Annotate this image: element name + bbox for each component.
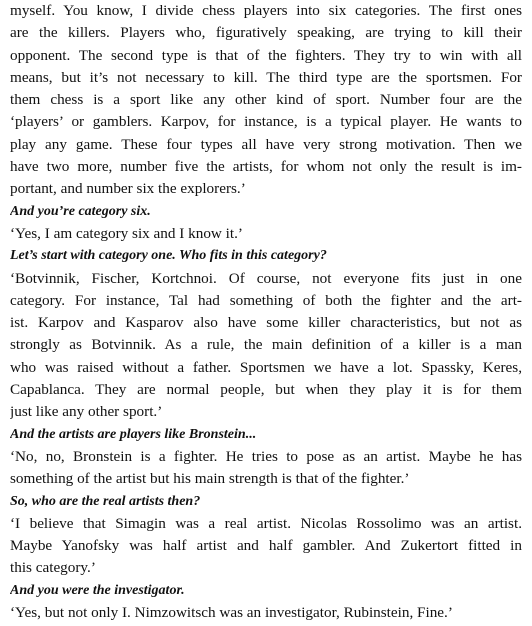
text-line: ‘players’ or gamblers. Karpov, for instance, is a typical player. He wants to xyxy=(10,113,522,131)
text-line: are the killers. Players who, figuratively speaking, are trying to kill their xyxy=(10,24,522,42)
text-line: category. For instance, Tal had something of both the fighter and the art- xyxy=(10,291,522,309)
text-line: ist. Karpov and Kasparov also have some killer characteristics, but not as xyxy=(10,314,522,332)
interview-question: And the artists are players like Bronstein... xyxy=(10,426,257,442)
text-line: myself. You know, I divide chess players into six categories. The first ones xyxy=(10,2,522,19)
text-line: strongly as Botvinnik. As a rule, the main definition of a killer is a man xyxy=(10,336,522,354)
interview-question: And you were the investigator. xyxy=(10,582,185,598)
interview-question: And you’re category six. xyxy=(10,203,151,219)
text-line: ‘Yes, I am category six and I know it.’ xyxy=(10,224,243,242)
text-line: ‘No, no, Bronstein is a fighter. He tries to pose as an artist. Maybe he has xyxy=(10,447,522,465)
text-line: ‘I believe that Simagin was a real artist. Nicolas Rossolimo was an artist. xyxy=(10,514,522,532)
text-line: portant, and number six the explorers.’ xyxy=(10,180,246,198)
text-line: them chess is a sport like any other kind of sport. Number four are the xyxy=(10,91,522,109)
text-line: just like any other sport.’ xyxy=(10,403,163,421)
interview-question: Let’s start with category one. Who fits in this category? xyxy=(10,248,327,264)
text-line: this category.’ xyxy=(10,559,96,577)
text-line: means, but it’s not necessary to kill. The third type are the sportsmen. For xyxy=(10,68,522,86)
text-line: Capablanca. They are normal people, but when they play it is for them xyxy=(10,381,522,399)
interview-question: So, who are the real artists then? xyxy=(10,493,201,509)
text-line: something of the artist but his main strength is that of the fighter.’ xyxy=(10,470,410,488)
text-line: who was raised without a father. Sportsmen we have a lot. Spassky, Keres, xyxy=(10,358,522,376)
text-line: opponent. The second type is that of the fighters. They try to win with all xyxy=(10,46,522,64)
text-line: play any game. These four types all have very strong motivation. Then we xyxy=(10,135,522,153)
text-line: Maybe Yanofsky was half artist and half gambler. And Zukertort fitted in xyxy=(10,537,522,555)
text-line: have two more, number five the artists, for whom not only the result is im- xyxy=(10,158,522,176)
book-page-text xyxy=(10,0,522,624)
text-line: ‘Yes, but not only I. Nimzowitsch was an investigator, Rubinstein, Fine.’ xyxy=(10,604,453,622)
text-line: ‘Botvinnik, Fischer, Kortchnoi. Of course, not everyone fits just in one xyxy=(10,269,522,287)
